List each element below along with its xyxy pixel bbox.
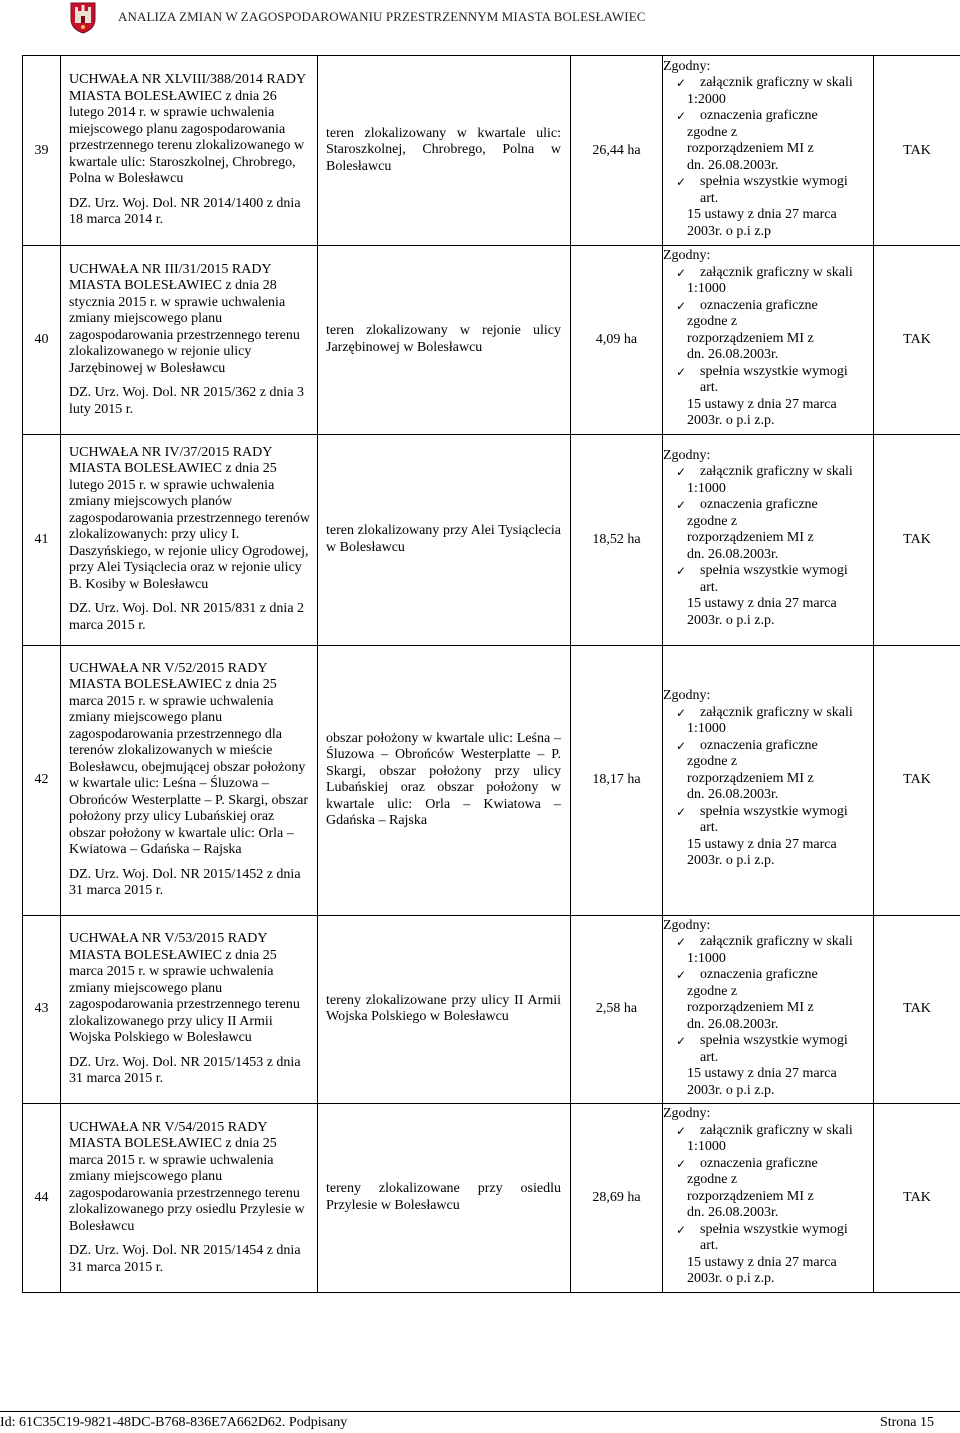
result-value: TAK [874, 915, 960, 1104]
area-size: 28,69 ha [571, 1104, 663, 1293]
checkmark-icon: ✓ [671, 563, 691, 580]
result-value: TAK [874, 1104, 960, 1293]
compliance-detail: dn. 26.08.2003r. [663, 787, 869, 804]
compliance-item-text: spełnia wszystkie wymogi art. [700, 563, 848, 595]
compliance-item-text: spełnia wszystkie wymogi art. [700, 364, 848, 396]
checkmark-icon: ✓ [671, 464, 691, 481]
checkmark-icon: ✓ [671, 265, 691, 282]
resolution-cell [61, 915, 318, 1104]
area-size: 2,58 ha [571, 915, 663, 1104]
compliance-detail: 15 ustawy z dnia 27 marca [663, 837, 869, 854]
compliance-item [663, 1033, 869, 1066]
checkmark-icon: ✓ [671, 1222, 691, 1239]
compliance-cell [663, 915, 874, 1104]
compliance-item [663, 705, 869, 722]
resolution-text: UCHWAŁA NR V/52/2015 RADY MIASTA BOLESŁAWIEC z dnia 25 marca 2015 r. w sprawie uchwalenia zmiany miejscowego planu zagospodarowania przestrzennego dla terenów zlokalizowanych w mieście Bolesławcu, obejmującej obszar położony w kwartale ulic: Leśna – Śluzowa – Obrońców Westerplatte – P. Skargi, obszar położony przy ulicy Lubańskiej oraz obszar położony w kwartale ulic: Orla – Kwiatowa – Gdańska – Rajska [69, 661, 311, 859]
compliance-item [663, 738, 869, 755]
document-id: Id: 61C35C19-9821-48DC-B768-836E7A662D62. Podpisany [0, 1415, 347, 1431]
page-footer [0, 1411, 960, 1433]
result-value: TAK [874, 56, 960, 246]
compliance-detail: 2003r. o p.i z.p. [663, 1083, 869, 1100]
compliance-title: Zgodny: [663, 1106, 869, 1123]
compliance-item [663, 967, 869, 984]
compliance-detail: zgodne z [663, 984, 869, 1001]
resolution-cell [61, 645, 318, 915]
area-size: 4,09 ha [571, 246, 663, 435]
checkmark-icon: ✓ [671, 1156, 691, 1173]
resolution-text: UCHWAŁA NR IV/37/2015 RADY MIASTA BOLESŁAWIEC z dnia 25 lutego 2015 r. w sprawie uchwalenia zmiany miejscowych planów zagospodarowania przestrzennego terenów zlokalizowanych: przy ulicy I. Daszyńskiego, w rejonie ulicy Ogrodowej, przy Alei Tysiąclecia oraz w rejonie ulicy B. Kosiby w Bolesławcu [69, 445, 311, 594]
compliance-item [663, 1156, 869, 1173]
compliance-detail: 15 ustawy z dnia 27 marca [663, 207, 869, 224]
compliance-item-text: oznaczenia graficzne [700, 497, 818, 512]
compliance-detail: zgodne z [663, 125, 869, 142]
compliance-item-text: załącznik graficzny w skali [700, 265, 853, 280]
checkmark-icon: ✓ [671, 174, 691, 191]
compliance-item-text: spełnia wszystkie wymogi art. [700, 1222, 848, 1254]
compliance-item [663, 174, 869, 207]
compliance-item-text: oznaczenia graficzne [700, 738, 818, 753]
table-row [23, 246, 960, 435]
compliance-cell [663, 246, 874, 435]
compliance-detail: 15 ustawy z dnia 27 marca [663, 397, 869, 414]
compliance-item-text: spełnia wszystkie wymogi art. [700, 1033, 848, 1065]
journal-reference: DZ. Urz. Woj. Dol. NR 2015/362 z dnia 3 luty 2015 r. [69, 385, 311, 418]
scale-value: 1:1000 [663, 281, 869, 298]
checkmark-icon: ✓ [671, 108, 691, 125]
checkmark-icon: ✓ [671, 705, 691, 722]
area-description: tereny zlokalizowane przy osiedlu Przylesie w Bolesławcu [318, 1104, 571, 1293]
checkmark-icon: ✓ [671, 1033, 691, 1050]
compliance-detail: 2003r. o p.i z.p. [663, 853, 869, 870]
table-row [23, 56, 960, 246]
compliance-item [663, 108, 869, 125]
compliance-item [663, 563, 869, 596]
scale-value: 1:2000 [663, 92, 869, 109]
table-row [23, 434, 960, 645]
checkmark-icon: ✓ [671, 967, 691, 984]
compliance-detail: 2003r. o p.i z.p. [663, 613, 869, 630]
scale-value: 1:1000 [663, 721, 869, 738]
compliance-detail: zgodne z [663, 514, 869, 531]
row-number: 40 [23, 246, 61, 435]
table-row [23, 645, 960, 915]
compliance-detail: dn. 26.08.2003r. [663, 547, 869, 564]
table-row [23, 915, 960, 1104]
compliance-detail: zgodne z [663, 754, 869, 771]
compliance-detail: 2003r. o p.i z.p [663, 224, 869, 241]
area-size: 26,44 ha [571, 56, 663, 246]
row-number: 41 [23, 434, 61, 645]
compliance-detail: rozporządzeniem MI z [663, 1189, 869, 1206]
row-number: 42 [23, 645, 61, 915]
compliance-detail: 2003r. o p.i z.p. [663, 413, 869, 430]
compliance-detail: rozporządzeniem MI z [663, 530, 869, 547]
scale-value: 1:1000 [663, 481, 869, 498]
area-description: teren zlokalizowany w rejonie ulicy Jarzębinowej w Bolesławcu [318, 246, 571, 435]
page-number: Strona 15 [880, 1415, 934, 1431]
compliance-item-text: oznaczenia graficzne [700, 1156, 818, 1171]
compliance-detail: rozporządzeniem MI z [663, 331, 869, 348]
compliance-detail: 15 ustawy z dnia 27 marca [663, 1066, 869, 1083]
compliance-item-text: oznaczenia graficzne [700, 298, 818, 313]
area-description: teren zlokalizowany przy Alei Tysiąclecia w Bolesławcu [318, 434, 571, 645]
compliance-item-text: spełnia wszystkie wymogi art. [700, 804, 848, 836]
compliance-title: Zgodny: [663, 688, 869, 705]
row-number: 44 [23, 1104, 61, 1293]
area-description: teren zlokalizowany w kwartale ulic: Staroszkolnej, Chrobrego, Polna w Bolesławcu [318, 56, 571, 246]
compliance-item [663, 804, 869, 837]
compliance-detail: rozporządzeniem MI z [663, 1000, 869, 1017]
area-size: 18,17 ha [571, 645, 663, 915]
document-title: ANALIZA ZMIAN W ZAGOSPODAROWANIU PRZESTRZENNYM MIASTA BOLESŁAWIEC [118, 9, 646, 25]
journal-reference: DZ. Urz. Woj. Dol. NR 2015/831 z dnia 2 marca 2015 r. [69, 601, 311, 634]
checkmark-icon: ✓ [671, 364, 691, 381]
compliance-item-text: załącznik graficzny w skali [700, 705, 853, 720]
compliance-cell [663, 1104, 874, 1293]
compliance-detail: dn. 26.08.2003r. [663, 1205, 869, 1222]
compliance-item-text: załącznik graficzny w skali [700, 464, 853, 479]
compliance-item [663, 1123, 869, 1140]
compliance-item [663, 364, 869, 397]
compliance-detail: dn. 26.08.2003r. [663, 347, 869, 364]
resolution-cell [61, 56, 318, 246]
compliance-detail: zgodne z [663, 1172, 869, 1189]
resolution-text: UCHWAŁA NR V/54/2015 RADY MIASTA BOLESŁAWIEC z dnia 25 marca 2015 r. w sprawie uchwalenia zmiany miejscowego planu zagospodarowania przestrzennego terenu zlokalizowanego przy osiedlu Przylesie w Bolesławcu [69, 1120, 311, 1236]
compliance-item-text: spełnia wszystkie wymogi art. [700, 174, 848, 206]
compliance-item [663, 934, 869, 951]
compliance-title: Zgodny: [663, 248, 869, 265]
resolution-text: UCHWAŁA NR III/31/2015 RADY MIASTA BOLESŁAWIEC z dnia 28 stycznia 2015 r. w sprawie uchwalenia zmiany miejscowego planu zagospodarowania przestrzennego terenu zlokalizowanego w rejonie ulicy Jarzębinowej w Bolesławcu [69, 262, 311, 378]
checkmark-icon: ✓ [671, 1123, 691, 1140]
city-coat-of-arms-icon [70, 2, 96, 34]
resolution-cell [61, 1104, 318, 1293]
table-row [23, 1104, 960, 1293]
compliance-title: Zgodny: [663, 448, 869, 465]
checkmark-icon: ✓ [671, 934, 691, 951]
compliance-item-text: oznaczenia graficzne [700, 108, 818, 123]
compliance-item-text: załącznik graficzny w skali [700, 934, 853, 949]
result-value: TAK [874, 645, 960, 915]
compliance-item [663, 265, 869, 282]
compliance-detail: 2003r. o p.i z.p. [663, 1271, 869, 1288]
compliance-detail: rozporządzeniem MI z [663, 141, 869, 158]
row-number: 43 [23, 915, 61, 1104]
resolution-cell [61, 246, 318, 435]
row-number: 39 [23, 56, 61, 246]
journal-reference: DZ. Urz. Woj. Dol. NR 2015/1453 z dnia 31 marca 2015 r. [69, 1055, 311, 1088]
compliance-detail: zgodne z [663, 314, 869, 331]
journal-reference: DZ. Urz. Woj. Dol. NR 2015/1452 z dnia 31 marca 2015 r. [69, 867, 311, 900]
scale-value: 1:1000 [663, 951, 869, 968]
compliance-item [663, 298, 869, 315]
checkmark-icon: ✓ [671, 738, 691, 755]
checkmark-icon: ✓ [671, 497, 691, 514]
compliance-item [663, 497, 869, 514]
compliance-detail: rozporządzeniem MI z [663, 771, 869, 788]
compliance-detail: dn. 26.08.2003r. [663, 158, 869, 175]
resolution-text: UCHWAŁA NR V/53/2015 RADY MIASTA BOLESŁAWIEC z dnia 25 marca 2015 r. w sprawie uchwalenia zmiany miejscowego planu zagospodarowania przestrzennego terenu zlokalizowanego przy ulicy II Armii Wojska Polskiego w Bolesławcu [69, 931, 311, 1047]
compliance-item-text: załącznik graficzny w skali [700, 1123, 853, 1138]
resolution-text: UCHWAŁA NR XLVIII/388/2014 RADY MIASTA BOLESŁAWIEC z dnia 26 lutego 2014 r. w sprawie uchwalenia miejscowego planu zagospodarowania przestrzennego terenu zlokalizowanego w kwartale ulic: Staroszkolnej, Chrobrego, Polna w Bolesławcu [69, 72, 311, 188]
area-description: tereny zlokalizowane przy ulicy II Armii Wojska Polskiego w Bolesławcu [318, 915, 571, 1104]
compliance-cell [663, 645, 874, 915]
checkmark-icon: ✓ [671, 298, 691, 315]
resolution-cell [61, 434, 318, 645]
compliance-cell [663, 56, 874, 246]
compliance-detail: 15 ustawy z dnia 27 marca [663, 1255, 869, 1272]
compliance-detail: 15 ustawy z dnia 27 marca [663, 596, 869, 613]
compliance-detail: dn. 26.08.2003r. [663, 1017, 869, 1034]
compliance-cell [663, 434, 874, 645]
plans-table [22, 55, 960, 1293]
compliance-item [663, 1222, 869, 1255]
journal-reference: DZ. Urz. Woj. Dol. NR 2014/1400 z dnia 18 marca 2014 r. [69, 196, 311, 229]
compliance-title: Zgodny: [663, 918, 869, 935]
page-header [0, 0, 960, 40]
scale-value: 1:1000 [663, 1139, 869, 1156]
area-description: obszar położony w kwartale ulic: Leśna – Śluzowa – Obrońców Westerplatte – P. Skargi, obszar położony przy ulicy Lubańskiej oraz obszar położony w kwartale ulic: Orla – Kwiatowa – Gdańska – Rajska [318, 645, 571, 915]
compliance-item-text: oznaczenia graficzne [700, 967, 818, 982]
compliance-item-text: załącznik graficzny w skali [700, 75, 853, 90]
journal-reference: DZ. Urz. Woj. Dol. NR 2015/1454 z dnia 31 marca 2015 r. [69, 1243, 311, 1276]
compliance-item [663, 464, 869, 481]
checkmark-icon: ✓ [671, 804, 691, 821]
result-value: TAK [874, 246, 960, 435]
area-size: 18,52 ha [571, 434, 663, 645]
compliance-title: Zgodny: [663, 59, 869, 76]
result-value: TAK [874, 434, 960, 645]
checkmark-icon: ✓ [671, 75, 691, 92]
compliance-item [663, 75, 869, 92]
